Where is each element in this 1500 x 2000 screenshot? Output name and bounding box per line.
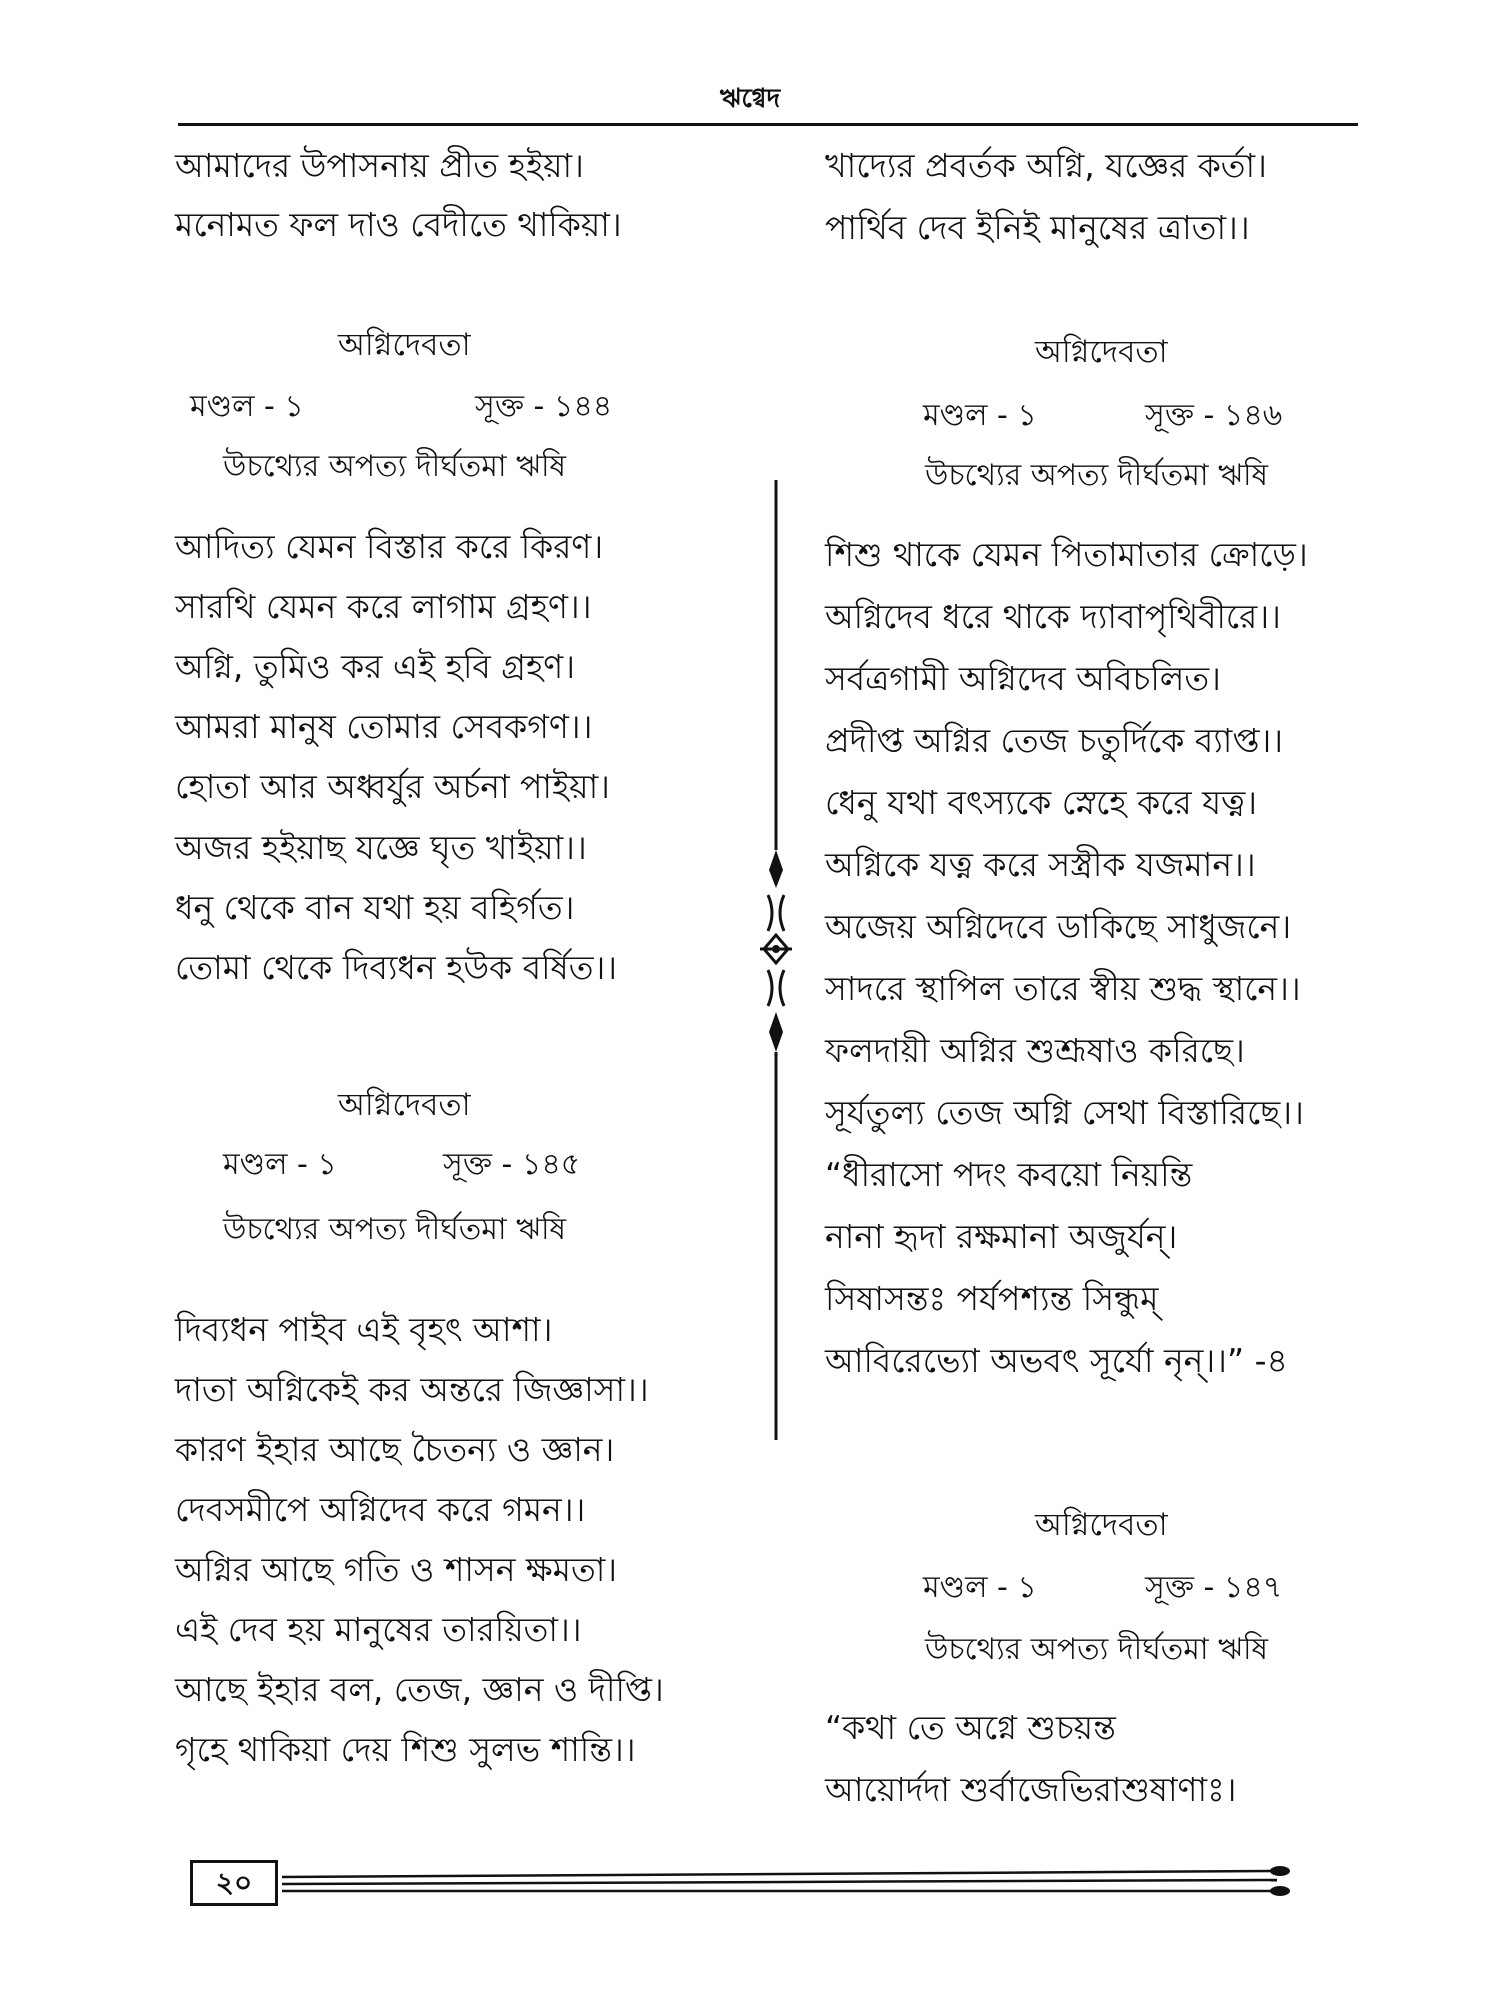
verse-line: অগ্নি, তুমিও কর এই হবি গ্রহণ। — [175, 647, 576, 686]
verse-line: “ধীরাসো পদং কবয়ো নিয়ন্তি — [825, 1155, 1193, 1194]
verse-line: তোমা থেকে দিব্যধন হউক বর্ষিত।। — [175, 948, 618, 987]
text-line: মনোমত ফল দাও বেদীতে থাকিয়া। — [175, 205, 622, 244]
running-head: ঋগ্বেদ — [719, 84, 781, 114]
verse-line: হোতা আর অধ্বর্যুর অর্চনা পাইয়া। — [175, 767, 610, 806]
verse-line: অগ্নিকে যত্ন করে সস্ত্রীক যজমান।। — [825, 845, 1256, 884]
verse-line: অজর হইয়াছ যজ্ঞে ঘৃত খাইয়া।। — [175, 828, 587, 867]
verse-line: প্রদীপ্ত অগ্নির তেজ চতুর্দিকে ব্যাপ্ত।। — [825, 721, 1284, 760]
verse-line: আদিত্য যেমন বিস্তার করে কিরণ। — [175, 527, 604, 566]
page-footer — [190, 1860, 1300, 1910]
verse-line: সাদরে স্থাপিল তারে স্বীয় শুদ্ধ স্থানে।। — [825, 969, 1301, 1008]
verse-line: অজেয় অগ্নিদেবে ডাকিছে সাধুজনে। — [825, 907, 1292, 946]
verse-line: আমরা মানুষ তোমার সেবকগণ।। — [175, 707, 593, 746]
verse-line: আয়োর্দদা শুর্বাজেভিরাশুষাণাঃ। — [825, 1770, 1237, 1809]
text-line: খাদ্যের প্রবর্তক অগ্নি, যজ্ঞের কর্তা। — [825, 146, 1267, 185]
verse-line: শিশু থাকে যেমন পিতামাতার ক্রোড়ে। — [825, 535, 1308, 574]
verse-line: নানা হৃদা রক্ষমানা অজুর্যন্। — [825, 1217, 1178, 1256]
rishi-label: উচথ্যের অপত্য দীর্ঘতমা ঋষি — [223, 449, 567, 484]
text-line: আমাদের উপাসনায় প্রীত হইয়া। — [175, 146, 584, 185]
rishi-label: উচথ্যের অপত্য দীর্ঘতমা ঋষি — [223, 1212, 567, 1247]
page-number: ২০ — [190, 1860, 278, 1906]
mandal-label: মণ্ডল - ১ — [923, 1570, 1037, 1605]
mandal-label: মণ্ডল - ১ — [223, 1147, 337, 1182]
section-title: অগ্নিদেবতা — [1035, 1507, 1168, 1543]
verse-line: ধনু থেকে বান যথা হয় বহির্গত। — [175, 888, 575, 927]
mandal-label: মণ্ডল - ১ — [190, 389, 304, 424]
header-rule — [178, 123, 1358, 126]
rishi-label: উচথ্যের অপত্য দীর্ঘতমা ঋষি — [925, 1632, 1269, 1667]
sukta-label: সূক্ত - ১৪৫ — [443, 1147, 581, 1182]
footer-ornament-rule — [282, 1860, 1300, 1910]
verse-line: দেবসমীপে অগ্নিদেব করে গমন।। — [175, 1490, 586, 1529]
verse-line: সারথি যেমন করে লাগাম গ্রহণ।। — [175, 587, 592, 626]
text-line: পার্থিব দেব ইনিই মানুষের ত্রাতা।। — [825, 208, 1250, 247]
verse-line: আছে ইহার বল, তেজ, জ্ঞান ও দীপ্তি। — [175, 1670, 664, 1709]
verse-line: অগ্নির আছে গতি ও শাসন ক্ষমতা। — [175, 1550, 618, 1589]
verse-line: দিব্যধন পাইব এই বৃহৎ আশা। — [175, 1310, 553, 1349]
verse-line: ফলদায়ী অগ্নির শুশ্রূষাও করিছে। — [825, 1031, 1245, 1070]
verse-line: এই দেব হয় মানুষের তারয়িতা।। — [175, 1610, 582, 1649]
sukta-label: সূক্ত - ১৪৪ — [475, 389, 613, 424]
sukta-label: সূক্ত - ১৪৬ — [1145, 398, 1283, 433]
ornamental-divider — [756, 480, 796, 1440]
section-title: অগ্নিদেবতা — [338, 1087, 471, 1123]
verse-line: সিষাসন্তঃ পর্যপশ্যন্ত সিন্ধুম্ — [825, 1279, 1159, 1318]
verse-line: ধেনু যথা বৎস্যকে স্নেহে করে যত্ন। — [825, 783, 1258, 822]
verse-line: কারণ ইহার আছে চৈতন্য ও জ্ঞান। — [175, 1430, 615, 1469]
verse-line: সূর্যতুল্য তেজ অগ্নি সেথা বিস্তারিছে।। — [825, 1093, 1304, 1132]
section-title: অগ্নিদেবতা — [1035, 334, 1168, 370]
sukta-label: সূক্ত - ১৪৭ — [1145, 1570, 1283, 1605]
verse-line: অগ্নিদেব ধরে থাকে দ্যাবাপৃথিবীরে।। — [825, 597, 1281, 636]
verse-line: “কথা তে অগ্নে শুচয়ন্ত — [825, 1708, 1116, 1747]
verse-line: সর্বত্রগামী অগ্নিদেব অবিচলিত। — [825, 659, 1221, 698]
section-title: অগ্নিদেবতা — [338, 327, 471, 363]
mandal-label: মণ্ডল - ১ — [923, 398, 1037, 433]
verse-line: আবিরেভ্যো অভবৎ সূর্যো নৃন্।।” -৪ — [825, 1341, 1288, 1380]
verse-line: গৃহে থাকিয়া দেয় শিশু সুলভ শান্তি।। — [175, 1730, 636, 1769]
rishi-label: উচথ্যের অপত্য দীর্ঘতমা ঋষি — [925, 458, 1269, 493]
verse-line: দাতা অগ্নিকেই কর অন্তরে জিজ্ঞাসা।। — [175, 1370, 649, 1409]
